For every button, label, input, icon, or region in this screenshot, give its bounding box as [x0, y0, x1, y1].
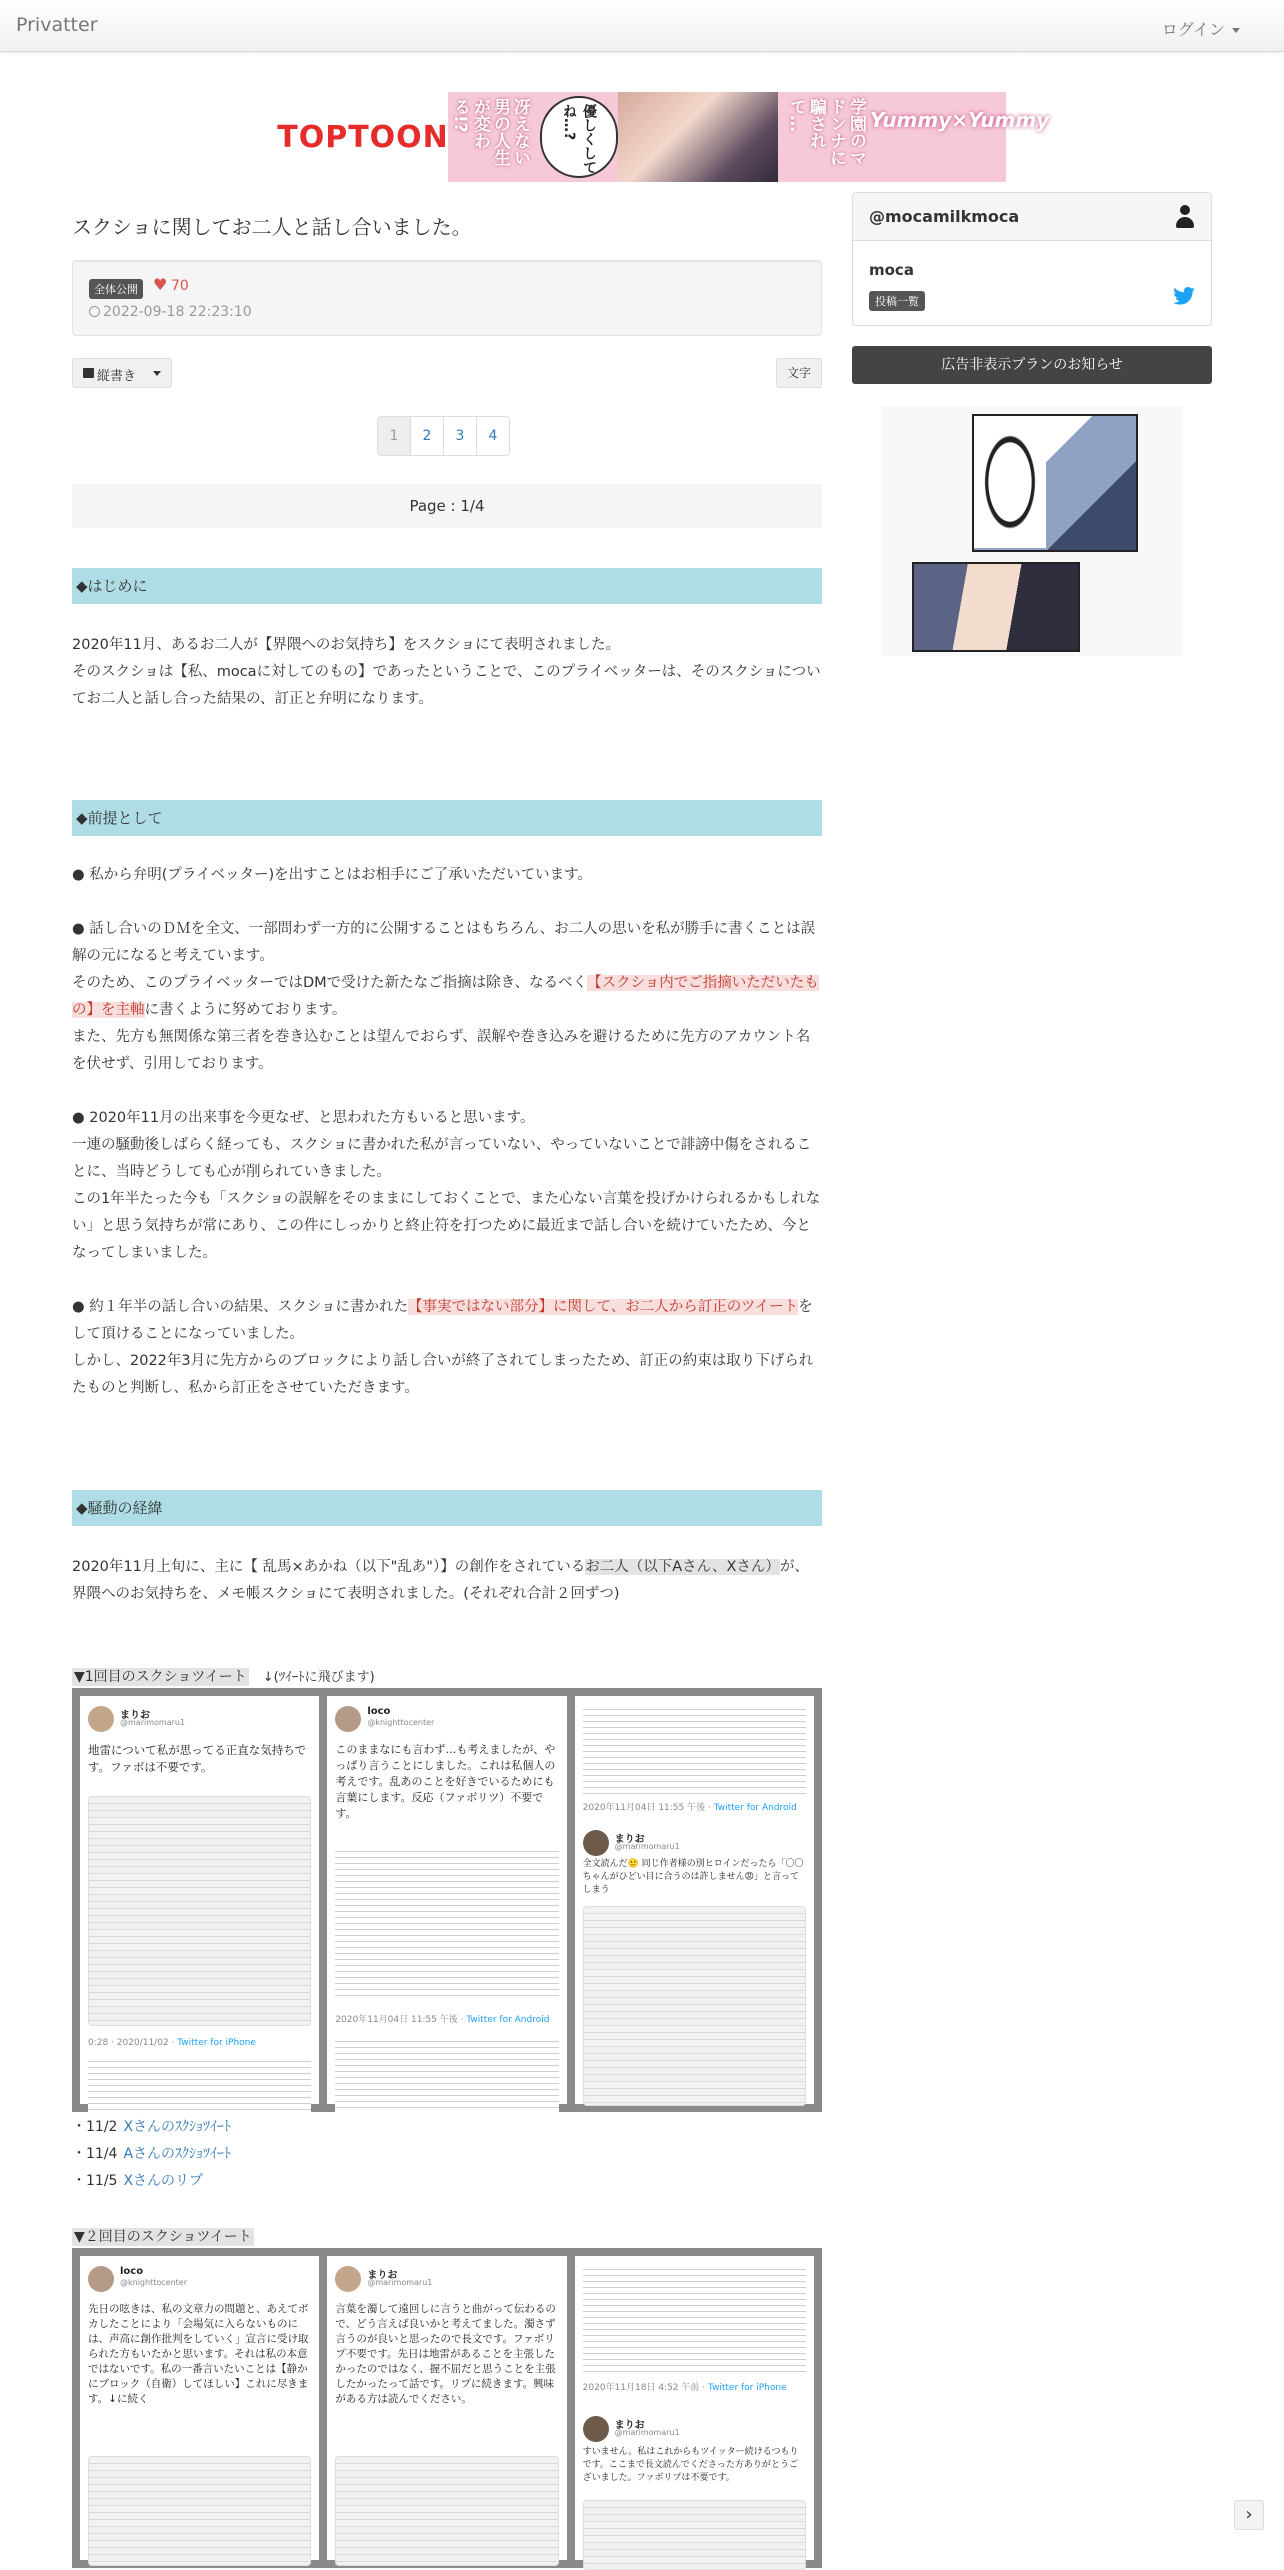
- next-arrow-button[interactable]: ›: [1234, 2500, 1264, 2530]
- tweet-footer-meta: 2020年11月04日 11:55 午後 ·: [582, 1803, 714, 1813]
- banner-yummy-title: Yummy×Yummy: [870, 108, 1050, 132]
- visibility-badge: 全体公開: [89, 279, 143, 299]
- top-navbar: [0, 0, 1284, 52]
- caret-down-icon: [1232, 28, 1240, 33]
- brand-logo[interactable]: Privatter: [16, 14, 98, 36]
- premise-b2b-post: に書くように努めております。: [144, 1002, 347, 1018]
- page-link-2[interactable]: 2: [410, 416, 444, 456]
- memo-screenshot-image: [88, 2456, 311, 2566]
- tweet-author: まりお: [614, 1834, 645, 1845]
- twitter-icon[interactable]: [1173, 287, 1195, 305]
- profile-handle[interactable]: @mocamilkmoca: [869, 207, 1020, 226]
- tweet-text: 言葉を濁して遠回しに言うと曲がって伝わるので、どう言えば良いかと考えてました。濁さず言うのが良いと思ったので長文です。ファボリプ不要です。先日は地雷があることを主張したかったのではなく、握不屈だと思うことを主張したかったって話です。リプに続きます。興味がある方は読んでください。: [335, 2303, 556, 2405]
- tweet-handle: @marimomaru1: [367, 2278, 433, 2287]
- banner-text-2: 学園のマドンナに騙されて…: [786, 98, 866, 166]
- tweet-author: まりお: [367, 2270, 398, 2281]
- tweet-link[interactable]: Xさんのｽｸｼｮﾂｲｰﾄ: [123, 2119, 232, 2135]
- avatar: [583, 2416, 609, 2442]
- profile-username[interactable]: moca: [869, 261, 914, 279]
- tweet-footer: [335, 2012, 549, 2025]
- tweet-card[interactable]: [80, 1696, 319, 2104]
- post-date: [89, 304, 252, 320]
- tweet-text: すいません。私はこれからもツイッター続けるつもりです。ここまで長文読んでくださった方ありがとうございました。ファボリプは不要です。: [582, 2447, 799, 2483]
- premise-b4-post: をして頂けることになっていました。: [72, 1299, 813, 1342]
- tweet-footer-meta: 0:28 · 2020/11/02 ·: [88, 2038, 178, 2048]
- history-p1-post: が、界隈へのお気持ちを、メモ帳スクショにて表明されました。(それぞれ合計２回ずつ): [72, 1559, 809, 1602]
- shots1-title: ▼1回目のスクショツイート: [74, 1669, 247, 1685]
- tweet-card[interactable]: [575, 2256, 814, 2560]
- section-heading-premise: ◆前提として: [72, 800, 822, 836]
- clock-icon: [89, 306, 100, 317]
- tweet-text: 先日の呟きは、私の文章力の問題と、あえてボカしたことにより「会場気に入らないものには、声高に創作批判をしていく」宣言に受け取られた方もいたかと思います。それは私の本意ではないです。私の一番言いたいことは【静かにブロック（自衛）してほしい】これに尽きます。↓に続く: [88, 2303, 309, 2405]
- tweet-handle: @knighttocenter: [120, 2278, 187, 2287]
- screenshot-grid-1: [72, 1688, 822, 2112]
- shots1-jump-note: ↓(ﾂｲｰﾄに飛びます): [262, 1670, 375, 1685]
- memo-screenshot-image: [335, 2456, 558, 2566]
- tweet-author: まりお: [120, 1710, 150, 1721]
- intro-text: [72, 632, 822, 713]
- tweet-text: このままなにも言わず…も考えましたが、やっぱり言うことにしました。これは私個人の考えです。乱あのことを好きでいるためにも言葉にします。反応（ファボリツ）不要です。: [335, 1743, 556, 1820]
- memo-screenshot-image: [335, 1846, 558, 1996]
- premise-b3a: ● 2020年11月の出来事を今更なぜ、と思われた方もいると思います。: [72, 1110, 535, 1126]
- post-list-badge[interactable]: 投稿一覧: [869, 291, 925, 311]
- page-link-4[interactable]: 4: [476, 416, 510, 456]
- premise-b4b: しかし、2022年3月に先方からのブロックにより話し合いが終了されてしまったため、訂正の約束は取り下げられたものと判断し、私から訂正をさせていただきます。: [72, 1353, 814, 1396]
- tweet-handle: @marimomaru1: [614, 2428, 680, 2437]
- premise-b3c: この1年半たった今も「スクショの誤解をそのままにしておくことで、また心ない言葉を投げかけられるかもしれない」と思う気持ちが常にあり、この件にしっかりと終止符を打つために最近まで話し合いを続けていたため、今となってしまいました。: [72, 1191, 821, 1261]
- tweet-footer: [583, 1800, 797, 1813]
- toptoon-logo: [278, 92, 448, 182]
- section-heading-history: ◆騒動の経緯: [72, 1490, 822, 1526]
- page-link-3[interactable]: 3: [443, 416, 477, 456]
- premise-b4-pre: ● 約１年半の話し合いの結果、スクショに書かれた: [72, 1299, 408, 1315]
- intro-p1: 2020年11月、あるお二人が【界隈へのお気持ち】をスクショにて表明されました。: [72, 637, 621, 653]
- page-indicator: Page : 1/4: [72, 484, 822, 528]
- history-p1-highlight: お二人（以下Aさん、Xさん）: [585, 1559, 780, 1575]
- premise-b4-highlight: 【事実ではない部分】に関して、お二人から訂正のツイート: [407, 1299, 799, 1315]
- tweet-client: Twitter for Android: [466, 2015, 550, 2025]
- memo-screenshot-image: [88, 1796, 311, 2026]
- history-text: [72, 1554, 822, 1608]
- vertical-writing-button[interactable]: [72, 358, 172, 388]
- pagination: [378, 416, 510, 456]
- tweet-text: 地雷について私が思ってる正直な気持ちです。ファボは不要です。: [88, 1743, 307, 1774]
- tweet-link[interactable]: Xさんのリプ: [123, 2173, 204, 2189]
- tweet-replies: [335, 2036, 558, 2112]
- like-count: 70: [171, 278, 189, 294]
- tweet-replies: [88, 2056, 311, 2112]
- tweet-client: Twitter for Android: [713, 1803, 797, 1813]
- tweet-card[interactable]: [80, 2256, 319, 2560]
- login-label: ログイン: [1161, 20, 1225, 39]
- shots2-title: ▼２回目のスクショツイート: [74, 2229, 252, 2245]
- avatar: [583, 1830, 609, 1856]
- toptoon-logo-text: TOPTOON: [277, 119, 449, 155]
- book-icon: [83, 368, 94, 378]
- tweet-handle: @knighttocenter: [367, 1718, 435, 1727]
- premise-b2a: ● 話し合いのＤＭを全文、一部問わず一方的に公開することはもちろん、お二人の思いを私が勝手に書くことは誤解の元になると考えています。: [72, 921, 816, 964]
- tweet-footer-meta: 2020年11月04日 11:55 午後 ·: [335, 2015, 467, 2025]
- login-dropdown[interactable]: [1162, 17, 1240, 40]
- tweet-link-date: ・11/2: [72, 2119, 118, 2135]
- tweet-card[interactable]: [575, 1696, 814, 2104]
- post-meta: [72, 260, 822, 336]
- tweet-client: Twitter for iPhone: [177, 2038, 256, 2048]
- heart-icon[interactable]: ♥: [153, 275, 168, 294]
- tweet-link-date: ・11/4: [72, 2146, 118, 2162]
- premise-b2b: [72, 970, 822, 1024]
- tweet-link-item: [72, 2141, 231, 2168]
- tweet-card[interactable]: [327, 2256, 566, 2560]
- tweet-footer: [88, 2038, 256, 2048]
- premise-b1: ● 私から弁明(プライベッター)を出すことはお相手にご了承いただいています。: [72, 867, 592, 883]
- memo-screenshot-image: [583, 1906, 806, 2106]
- ad-free-plan-button[interactable]: 広告非表示プランのお知らせ: [852, 346, 1212, 384]
- tweet-link-item: [72, 2114, 231, 2141]
- tweet-card[interactable]: [327, 1696, 566, 2104]
- shots2-label: [72, 2226, 254, 2246]
- caret-down-icon: [153, 371, 161, 376]
- history-p1-pre: 2020年11月上旬に、主に【 乱馬×あかね（以下"乱あ"）】の創作をされている: [72, 1559, 586, 1575]
- memo-screenshot-image: [583, 2500, 806, 2570]
- section-heading-intro: ◆はじめに: [72, 568, 822, 604]
- tweet-author: loco: [367, 1706, 391, 1717]
- banner-illustration: [618, 92, 778, 182]
- premise-b2b-pre: そのため、このプライベッターではDMで受けた新たなご指摘は除き、なるべく: [72, 975, 588, 991]
- memo-screenshot-image: [583, 1704, 806, 1794]
- font-size-button[interactable]: 文字: [776, 358, 822, 388]
- tweet-link-date: ・11/5: [72, 2173, 118, 2189]
- author-profile-panel: [852, 192, 1212, 326]
- premise-b3b: 一連の騒動後しばらく経っても、スクショに書かれた私が言っていない、やっていないことで誹謗中傷をされることに、当時どうしても心が削られていきました。: [72, 1137, 812, 1180]
- tweet-footer-meta: 2020年11月18日 4:52 午前 ·: [582, 2383, 708, 2393]
- tweet-link[interactable]: Aさんのｽｸｼｮﾂｲｰﾄ: [123, 2146, 232, 2162]
- avatar: [335, 2266, 361, 2292]
- tweet-author: まりお: [614, 2420, 645, 2431]
- screenshot-grid-2: [72, 2248, 822, 2568]
- avatar: [335, 1706, 361, 1732]
- profile-header: [853, 193, 1211, 241]
- banner-text-1: 冴えない男の人生が変わる!?: [450, 98, 530, 166]
- sidebar-ad[interactable]: [882, 406, 1182, 656]
- post-date-text: 2022-09-18 22:23:10: [103, 304, 252, 320]
- premise-b2b-highlight: 【スクショ内でご指摘いただいたもの】を主軸: [72, 975, 819, 1018]
- premise-b4: [72, 1294, 822, 1348]
- avatar: [88, 2266, 114, 2292]
- banner-bubble-text: 優しくしてね…?: [561, 104, 597, 174]
- tweet-footer: [583, 2380, 787, 2393]
- manga-panel-2: [912, 562, 1080, 652]
- page-link-1[interactable]: 1: [377, 416, 411, 456]
- top-banner-ad[interactable]: [277, 92, 1050, 182]
- tweet-text: 全文読んだ🙂 同じ作者様の別ヒロインだったら「〇〇ちゃんがひどい目に合うのは許しません😡」と言ってしまう: [582, 1859, 804, 1895]
- premise-b2c: また、先方も無関係な第三者を巻き込むことは望んでおらず、誤解や巻き込みを避けるために先方のアカウント名を伏せず、引用しております。: [72, 1029, 811, 1072]
- tweet-link-item: [72, 2168, 231, 2195]
- premise-text: [72, 862, 822, 1402]
- manga-speech-burst: [974, 416, 1046, 548]
- tweet-client: Twitter for iPhone: [707, 2383, 787, 2393]
- intro-p2: そのスクショは【私、mocaに対してのもの】であったということで、このプライベッターは、そのスクショについてお二人と話し合った結果の、訂正と弁明になります。: [72, 664, 821, 707]
- vertical-writing-label: 縦書き: [97, 369, 137, 384]
- tweet-links: [72, 2114, 231, 2195]
- tweet-author: loco: [120, 2266, 144, 2277]
- memo-screenshot-image: [583, 2264, 806, 2374]
- tweet-handle: @marimomaru1: [614, 1842, 680, 1851]
- tweet-handle: @marimomaru1: [120, 1718, 186, 1727]
- avatar: [88, 1706, 114, 1732]
- banner-speech-bubble: [540, 96, 618, 178]
- page-title: スクショに関してお二人と話し合いました。: [72, 215, 472, 239]
- shots1-label: [72, 1666, 375, 1686]
- user-icon: [1175, 205, 1195, 229]
